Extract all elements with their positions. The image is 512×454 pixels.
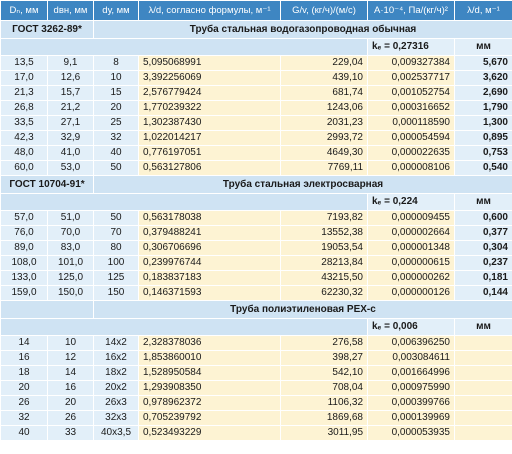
table-cell: 15 (94, 86, 139, 101)
table-cell (455, 426, 512, 441)
table-cell: 1,770239322 (139, 101, 281, 116)
section-title-row (1, 176, 512, 194)
table-cell: 33,5 (1, 116, 48, 131)
table-cell: 0,000009455 (368, 211, 455, 226)
table-cell: 27,1 (48, 116, 94, 131)
column-header: λ/d, м⁻¹ (455, 1, 512, 21)
table-cell: 0,000022635 (368, 146, 455, 161)
table-cell: 20x2 (94, 381, 139, 396)
table-cell: 14x2 (94, 336, 139, 351)
table-cell: 1,302387430 (139, 116, 281, 131)
table-cell: 5,095068991 (139, 56, 281, 71)
table-cell: 100 (94, 256, 139, 271)
table-cell: 229,04 (281, 56, 368, 71)
table-row (1, 366, 512, 381)
table-cell: 40x3,5 (94, 426, 139, 441)
table-cell: 16 (48, 381, 94, 396)
table-cell: 159,0 (1, 286, 48, 301)
table-cell: 1,293908350 (139, 381, 281, 396)
table-cell: 13552,38 (281, 226, 368, 241)
table-row (1, 241, 512, 256)
table-cell: 3011,95 (281, 426, 368, 441)
table-row (1, 226, 512, 241)
table-cell: 1,022014217 (139, 131, 281, 146)
table-cell: 28213,84 (281, 256, 368, 271)
table-cell: 0,000001348 (368, 241, 455, 256)
table-cell: 0,379488241 (139, 226, 281, 241)
table-cell: 0,144 (455, 286, 512, 301)
table-cell: 0,000008106 (368, 161, 455, 176)
roughness-unit: мм (455, 39, 512, 56)
table-cell: 1,300 (455, 116, 512, 131)
table-cell: 0,000316652 (368, 101, 455, 116)
table-cell: 17,0 (1, 71, 48, 86)
table-cell: 150,0 (48, 286, 94, 301)
table-cell: 0,001052754 (368, 86, 455, 101)
table-cell: 7193,82 (281, 211, 368, 226)
table-cell: 40 (94, 146, 139, 161)
table-cell: 2993,72 (281, 131, 368, 146)
roughness-value: kₑ = 0,27316 (368, 39, 455, 56)
table-row (1, 426, 512, 441)
table-cell: 0,540 (455, 161, 512, 176)
section-title-row (1, 21, 512, 39)
column-header: λ/d, согласно формулы, м⁻¹ (139, 1, 281, 21)
table-cell: 542,10 (281, 366, 368, 381)
table-row (1, 71, 512, 86)
table-cell: 12,6 (48, 71, 94, 86)
table-cell: 18 (1, 366, 48, 381)
table-cell: 0,000118590 (368, 116, 455, 131)
table-cell: 1,528950584 (139, 366, 281, 381)
table-cell: 0,978962372 (139, 396, 281, 411)
table-body (1, 1, 512, 441)
table-cell (455, 366, 512, 381)
column-header: dвн, мм (48, 1, 94, 21)
table-cell: 2,690 (455, 86, 512, 101)
gost-label: ГОСТ 3262-89* (1, 21, 94, 39)
table-cell: 0,523493229 (139, 426, 281, 441)
roughness-spacer (1, 194, 368, 211)
table-cell: 16x2 (94, 351, 139, 366)
section-title: Труба стальная электросварная (94, 176, 512, 194)
table-cell: 3,392256069 (139, 71, 281, 86)
table-cell: 681,74 (281, 86, 368, 101)
table-cell: 89,0 (1, 241, 48, 256)
table-cell: 0,753 (455, 146, 512, 161)
column-header: Dₙ, мм (1, 1, 48, 21)
table-cell: 20 (94, 101, 139, 116)
table-cell: 0,181 (455, 271, 512, 286)
table-cell: 101,0 (48, 256, 94, 271)
table-cell: 0,377 (455, 226, 512, 241)
table-cell: 14 (1, 336, 48, 351)
table-row (1, 396, 512, 411)
table-cell: 57,0 (1, 211, 48, 226)
table-cell: 4649,30 (281, 146, 368, 161)
table-row (1, 381, 512, 396)
gost-label (1, 301, 94, 319)
table-cell: 0,304 (455, 241, 512, 256)
table-cell: 398,27 (281, 351, 368, 366)
table-cell: 0,000002664 (368, 226, 455, 241)
table-cell: 83,0 (48, 241, 94, 256)
table-cell: 0,895 (455, 131, 512, 146)
table-row (1, 256, 512, 271)
roughness-row (1, 319, 512, 336)
table-cell (455, 396, 512, 411)
roughness-unit: мм (455, 319, 512, 336)
table-row (1, 131, 512, 146)
table-cell: 26 (48, 411, 94, 426)
table-cell: 1,853860010 (139, 351, 281, 366)
table-cell: 133,0 (1, 271, 48, 286)
table-row (1, 56, 512, 71)
table-cell: 32,9 (48, 131, 94, 146)
table-cell: 2,576779424 (139, 86, 281, 101)
table-cell: 0,237 (455, 256, 512, 271)
table-cell: 0,776197051 (139, 146, 281, 161)
table-cell: 1,790 (455, 101, 512, 116)
table-cell: 0,003084611 (368, 351, 455, 366)
table-row (1, 271, 512, 286)
table-cell (455, 336, 512, 351)
table-cell: 0,563127806 (139, 161, 281, 176)
table-cell (455, 381, 512, 396)
table-cell: 0,000139969 (368, 411, 455, 426)
table-cell: 125,0 (48, 271, 94, 286)
table-cell: 62230,32 (281, 286, 368, 301)
table-cell: 0,146371593 (139, 286, 281, 301)
roughness-row (1, 194, 512, 211)
table-cell: 0,600 (455, 211, 512, 226)
table-cell: 0,000399766 (368, 396, 455, 411)
table-cell: 33 (48, 426, 94, 441)
table-cell: 25 (94, 116, 139, 131)
table-cell: 0,239976744 (139, 256, 281, 271)
table-cell: 18x2 (94, 366, 139, 381)
table-cell: 26x3 (94, 396, 139, 411)
table-cell: 32 (94, 131, 139, 146)
table-cell: 15,7 (48, 86, 94, 101)
table-row (1, 116, 512, 131)
table-row (1, 101, 512, 116)
header-row (1, 1, 512, 21)
table-cell: 41,0 (48, 146, 94, 161)
column-header: A·10⁻⁴, Па/(кг/ч)² (368, 1, 455, 21)
table-row (1, 351, 512, 366)
table-cell: 0,000053935 (368, 426, 455, 441)
table-row (1, 86, 512, 101)
table-cell: 2031,23 (281, 116, 368, 131)
table-cell: 60,0 (1, 161, 48, 176)
table-cell: 32x3 (94, 411, 139, 426)
table-cell: 2,328378036 (139, 336, 281, 351)
table-cell: 0,000975990 (368, 381, 455, 396)
table-cell: 14 (48, 366, 94, 381)
table-row (1, 336, 512, 351)
roughness-spacer (1, 319, 368, 336)
table-cell: 19053,54 (281, 241, 368, 256)
column-header: G/v, (кг/ч)/(м/с) (281, 1, 368, 21)
table-cell: 10 (94, 71, 139, 86)
table-row (1, 286, 512, 301)
table-cell: 70,0 (48, 226, 94, 241)
table-cell: 13,5 (1, 56, 48, 71)
table-cell (455, 351, 512, 366)
table-cell: 0,000000262 (368, 271, 455, 286)
table-cell: 70 (94, 226, 139, 241)
roughness-row (1, 39, 512, 56)
gost-label: ГОСТ 10704-91* (1, 176, 94, 194)
table-row (1, 411, 512, 426)
table-row (1, 146, 512, 161)
table-cell: 53,0 (48, 161, 94, 176)
table-cell: 9,1 (48, 56, 94, 71)
section-title: Труба стальная водогазопроводная обычная (94, 21, 512, 39)
table-cell: 1869,68 (281, 411, 368, 426)
table-cell: 0,705239792 (139, 411, 281, 426)
table-cell: 0,183837183 (139, 271, 281, 286)
roughness-value: kₑ = 0,224 (368, 194, 455, 211)
table-cell: 42,3 (1, 131, 48, 146)
table-cell: 21,3 (1, 86, 48, 101)
table-cell: 76,0 (1, 226, 48, 241)
table-cell: 108,0 (1, 256, 48, 271)
table-cell: 3,620 (455, 71, 512, 86)
table-cell: 26 (1, 396, 48, 411)
table-cell: 26,8 (1, 101, 48, 116)
table-cell: 12 (48, 351, 94, 366)
table-cell: 40 (1, 426, 48, 441)
table-cell: 1106,32 (281, 396, 368, 411)
table-cell: 0,006396250 (368, 336, 455, 351)
table-cell: 8 (94, 56, 139, 71)
table-cell: 80 (94, 241, 139, 256)
table-row (1, 211, 512, 226)
table-cell (455, 411, 512, 426)
table-cell: 0,306706696 (139, 241, 281, 256)
table-cell: 0,000000126 (368, 286, 455, 301)
table-cell: 32 (1, 411, 48, 426)
table-cell: 708,04 (281, 381, 368, 396)
table-cell: 16 (1, 351, 48, 366)
table-cell: 10 (48, 336, 94, 351)
roughness-unit: мм (455, 194, 512, 211)
table-cell: 50 (94, 211, 139, 226)
table-cell: 0,000054594 (368, 131, 455, 146)
table-cell: 439,10 (281, 71, 368, 86)
table-cell: 0,002537717 (368, 71, 455, 86)
table-cell: 21,2 (48, 101, 94, 116)
table-cell: 125 (94, 271, 139, 286)
table-cell: 150 (94, 286, 139, 301)
table-cell: 276,58 (281, 336, 368, 351)
table-cell: 43215,50 (281, 271, 368, 286)
table-cell: 51,0 (48, 211, 94, 226)
table-cell: 20 (48, 396, 94, 411)
section-title: Труба полиэтиленовая PEX-c (94, 301, 512, 319)
table-cell: 1243,06 (281, 101, 368, 116)
table-cell: 20 (1, 381, 48, 396)
table-cell: 0,009327384 (368, 56, 455, 71)
table-cell: 7769,11 (281, 161, 368, 176)
table-cell: 48,0 (1, 146, 48, 161)
table-row (1, 161, 512, 176)
table-cell: 0,000000615 (368, 256, 455, 271)
table-cell: 0,563178038 (139, 211, 281, 226)
table-cell: 5,670 (455, 56, 512, 71)
table-cell: 50 (94, 161, 139, 176)
roughness-value: kₑ = 0,006 (368, 319, 455, 336)
roughness-spacer (1, 39, 368, 56)
section-title-row (1, 301, 512, 319)
column-header: dу, мм (94, 1, 139, 21)
table-cell: 0,001664996 (368, 366, 455, 381)
